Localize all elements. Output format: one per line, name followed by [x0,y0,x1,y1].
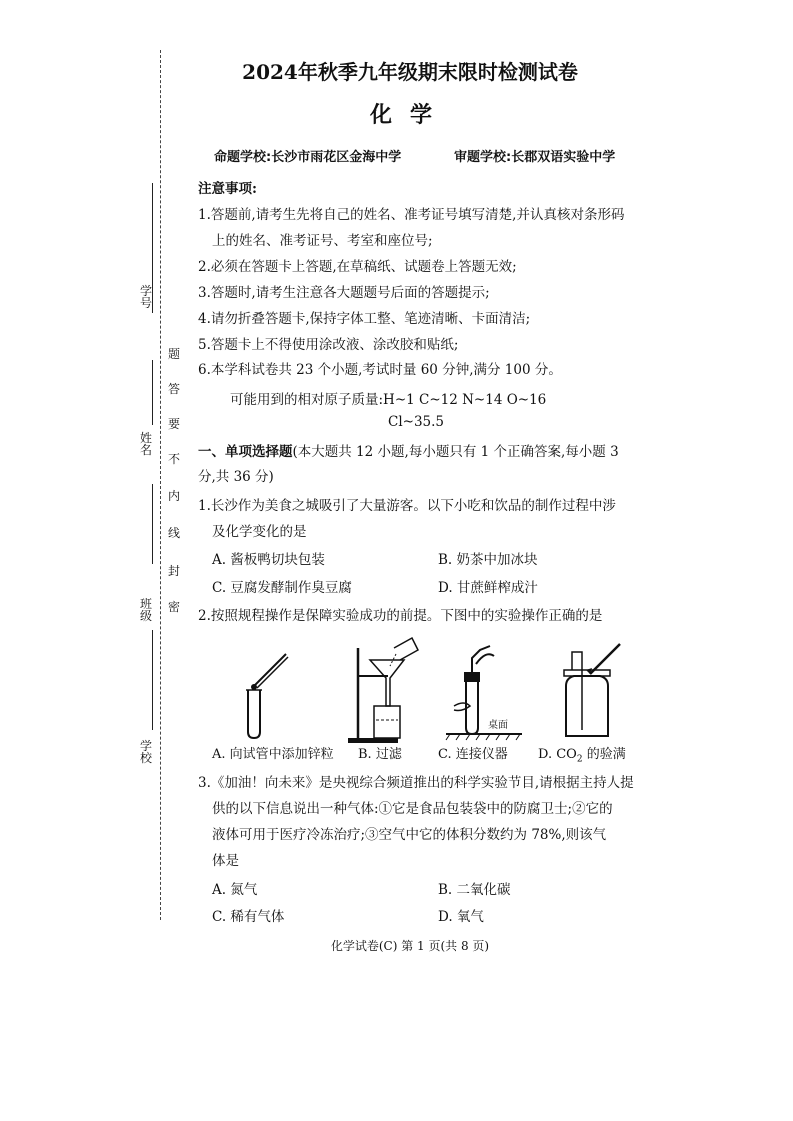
binding-dashed-line [160,50,161,920]
q3-option-c: C. 稀有气体 [212,909,285,925]
notice-item: 1.答题前,请考生先将自己的姓名、准考证号填写清楚,并认真核对条形码 [198,207,625,223]
q1-option-d: D. 甘蔗鲜榨成汁 [438,580,538,596]
figure-add-zinc [236,650,296,740]
notice-item: 2.必须在答题卡上答题,在草稿纸、试题卷上答题无效; [198,259,517,275]
q3-stem-4: 体是 [212,853,239,869]
q1-option-c: C. 豆腐发酵制作臭豆腐 [212,580,352,596]
seal-char: 密 [168,600,181,614]
q2-option-d-sub: 2 [576,754,583,765]
atomic-mass-line1: 可能用到的相对原子质量:H~1 C~12 N~14 O~16 [230,392,547,408]
q2-option-d-suffix: 的验满 [582,747,626,762]
exam-title: 2024年秋季九年级期末限时检测试卷 [242,60,578,84]
q3-stem-2: 供的以下信息说出一种气体:①它是食品包装袋中的防腐卫士;②它的 [212,801,613,817]
notice-item: 上的姓名、准考证号、考室和座位号; [212,233,433,249]
section-desc: (本大题共 12 小题,每小题只有 1 个正确答案,每小题 3 [292,444,619,460]
student-id-label: 学号 [140,284,153,310]
q2-stem: 2.按照规程操作是保障实验成功的前提。下图中的实验操作正确的是 [198,608,603,624]
class-label: 班级 [140,597,153,623]
q1-stem-2: 及化学变化的是 [212,524,307,540]
section-desc-2: 分,共 36 分) [198,469,274,485]
student-id-line [152,183,154,313]
notice-item: 3.答题时,请考生注意各大题题号后面的答题提示; [198,285,490,301]
subject-title: 化学 [369,102,450,128]
figure-filtration [340,640,430,745]
notice-item: 6.本学科试卷共 23 个小题,考试时量 60 分钟,满分 100 分。 [198,362,562,378]
q3-option-b: B. 二氧化碳 [438,882,511,898]
q3-option-a: A. 氮气 [212,882,258,898]
seal-char: 内 [168,489,181,503]
section-heading-line [198,440,628,460]
q2-option-b: B. 过滤 [358,747,402,762]
notice-item: 5.答题卡上不得使用涂改液、涂改胶和贴纸; [198,337,459,353]
q2-option-a: A. 向试管中添加锌粒 [212,747,334,762]
seal-char: 线 [168,526,181,540]
desk-label: 桌面 [488,720,508,731]
class-line [152,484,154,564]
seal-char: 答 [168,382,181,396]
name-line [152,360,154,425]
seal-char: 封 [168,564,181,578]
figure-co2-test [550,640,630,745]
q2-option-d [538,743,626,765]
notice-heading: 注意事项: [198,181,257,197]
name-label: 姓名 [140,431,153,457]
q3-stem: 3.《加油！向未来》是央视综合频道推出的科学实验节目,请根据主持人提 [198,775,634,791]
atomic-mass-line2: Cl~35.5 [388,414,445,430]
figure-connect-apparatus [446,640,526,745]
q1-stem: 1.长沙作为美食之城吸引了大量游客。以下小吃和饮品的制作过程中涉 [198,498,616,514]
q3-option-d: D. 氧气 [438,909,484,925]
seal-char: 要 [168,417,181,431]
q1-option-b: B. 奶茶中加冰块 [438,552,538,568]
seal-char: 题 [168,347,181,361]
seal-char: 不 [168,452,181,466]
q2-option-c: C. 连接仪器 [438,747,508,762]
page-footer: 化学试卷(C) 第 1 页(共 8 页) [330,939,490,953]
setter-school: 命题学校:长沙市雨花区金海中学 [214,150,402,165]
section-heading: 一、单项选择题 [198,444,293,460]
notice-item: 4.请勿折叠答题卡,保持字体工整、笔迹清晰、卡面清洁; [198,311,531,327]
school-label: 学校 [140,739,153,765]
q2-option-d-prefix: D. CO [538,747,577,762]
reviewer-school: 审题学校:长郡双语实验中学 [454,150,616,165]
q3-stem-3: 液体可用于医疗冷冻治疗;③空气中它的体积分数约为 78%,则该气 [212,827,607,843]
q1-option-a: A. 酱板鸭切块包装 [212,552,325,568]
school-line [152,630,154,730]
